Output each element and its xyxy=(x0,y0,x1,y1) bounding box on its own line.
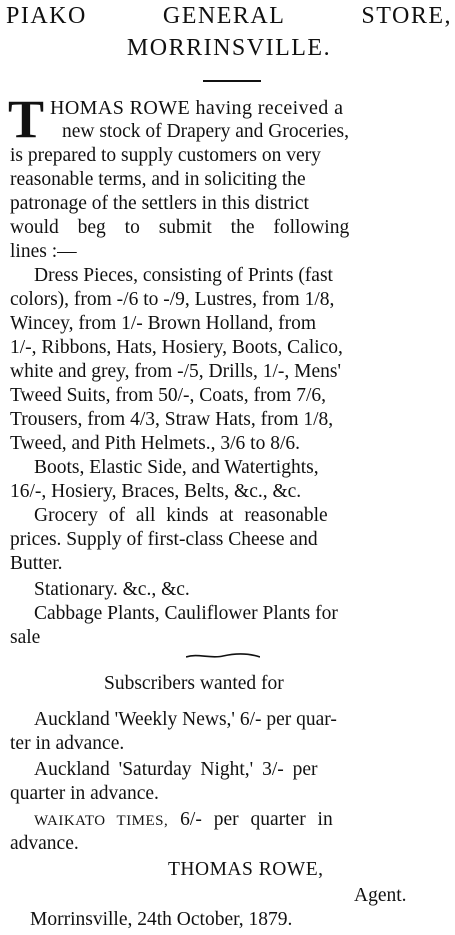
subscribers-heading: Subscribers wanted for xyxy=(104,673,284,694)
drop-cap: T xyxy=(8,89,45,149)
subscription-line: advance. xyxy=(10,833,79,854)
store-title-word: PIAKO xyxy=(6,3,87,29)
subscription-line: Auckland 'Weekly News,' 6/- per quar- xyxy=(34,709,337,730)
item-line: Tweed Suits, from 50/-, Coats, from 7/6, xyxy=(10,385,327,406)
intro-line: new stock of Drapery and Groceries, xyxy=(62,121,349,142)
place-date: Morrinsville, 24th October, 1879. xyxy=(30,909,293,930)
item-line: Butter. xyxy=(10,553,63,574)
item-line: Dress Pieces, consisting of Prints (fast xyxy=(34,265,333,286)
item-line: Grocery of all kinds at reasonable xyxy=(34,505,328,526)
item-line: Wincey, from 1/- Brown Holland, from xyxy=(10,313,317,334)
item-line: 16/-, Hosiery, Braces, Belts, &c., &c. xyxy=(10,481,302,502)
intro-line: is prepared to supply customers on very xyxy=(10,145,321,166)
item-line: 1/-, Ribbons, Hats, Hosiery, Boots, Calico, xyxy=(10,337,343,358)
subscription-line: ter in advance. xyxy=(10,733,125,754)
section-divider xyxy=(186,652,260,660)
intro-line: would beg to submit the following xyxy=(10,217,350,238)
item-line: colors), from -/6 to -/9, Lustres, from 1/8, xyxy=(10,289,335,310)
item-line: sale xyxy=(10,627,41,648)
intro-line: HOMAS ROWE having received a xyxy=(50,97,344,119)
signature-title: Agent. xyxy=(354,885,407,906)
newspaper-title: WAIKATO TIMES, xyxy=(34,813,169,829)
item-line: Boots, Elastic Side, and Watertights, xyxy=(34,457,319,478)
store-location: MORRINSVILLE. xyxy=(126,35,332,61)
intro-line: reasonable terms, and in soliciting the xyxy=(10,169,306,190)
subscription-line: quarter in advance. xyxy=(10,783,159,804)
subscription-line: WAIKATO TIMES, 6/- per quarter in xyxy=(34,809,333,830)
intro-line: patronage of the settlers in this district xyxy=(10,193,309,214)
item-line: Tweed, and Pith Helmets., 3/6 to 8/6. xyxy=(10,433,301,454)
item-line: Trousers, from 4/3, Straw Hats, from 1/8, xyxy=(10,409,334,430)
signature-name: THOMAS ROWE, xyxy=(168,859,324,880)
item-line: Stationary. &c., &c. xyxy=(34,579,190,600)
item-line: white and grey, from -/5, Drills, 1/-, Mens' xyxy=(10,361,341,382)
store-title-word: STORE, xyxy=(361,3,452,29)
store-title-word: GENERAL xyxy=(162,3,286,29)
header-divider xyxy=(203,80,261,82)
subscription-line: Auckland 'Saturday Night,' 3/- per xyxy=(34,759,318,780)
item-line: prices. Supply of first-class Cheese and xyxy=(10,529,318,550)
store-title xyxy=(6,2,452,30)
item-line: Cabbage Plants, Cauliflower Plants for xyxy=(34,603,338,624)
intro-line: lines :— xyxy=(10,241,77,262)
